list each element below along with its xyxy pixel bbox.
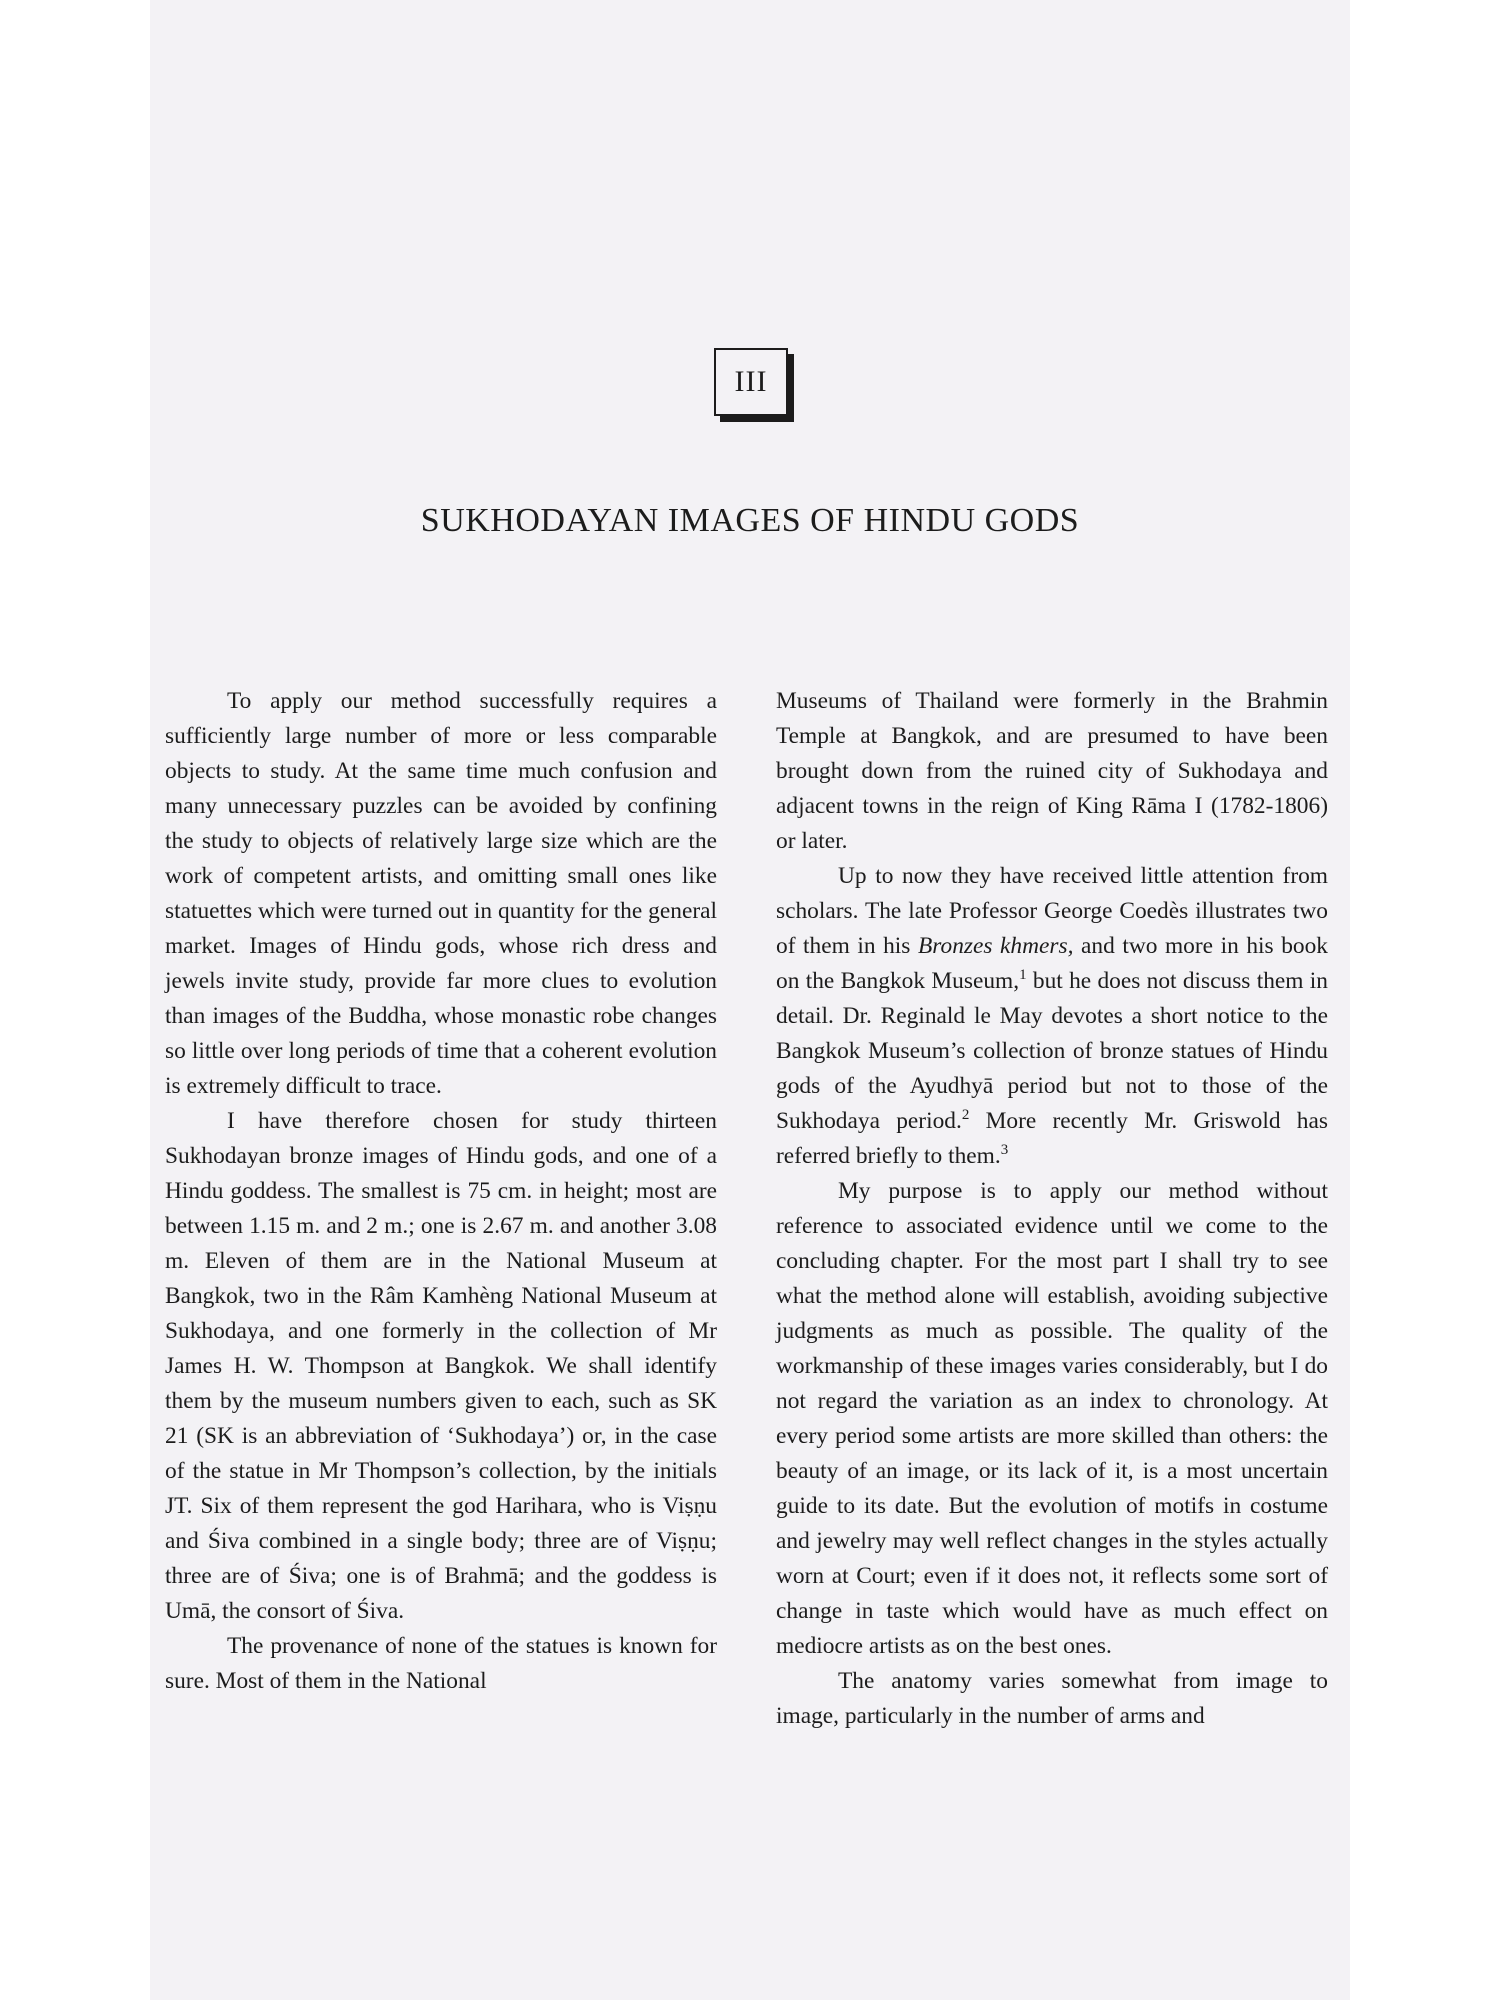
footnote-marker: 1 [1019, 967, 1027, 984]
chapter-number: III [734, 365, 768, 398]
footnote-marker: 3 [1000, 1142, 1009, 1159]
paragraph: The anatomy varies somewhat from image to image, particularly in the number of arms and [776, 1668, 1328, 1729]
book-page [150, 0, 1350, 2000]
left-column [165, 684, 717, 1699]
chapter-title: SUKHODAYAN IMAGES OF HINDU GODS [420, 502, 1080, 539]
paragraph [776, 859, 1328, 1174]
right-column [776, 684, 1328, 1734]
text: Up to now they have received little attention from scholars. The late Professor George Coedès illustrates two of them in his [776, 863, 1328, 959]
chapter-number-box [714, 348, 788, 416]
paragraph: To apply our method successfully requires a sufficiently large number of more or less comparable objects to study. At the same time much confusion and many unnecessary puzzles can be avoided by confining the study to objects of relatively large size which are the work of competent artists, and omitting small ones like statuettes which were turned out in quantity for the general market. Images of Hindu gods, whose rich dress and jewels invite study, provide far more clues to evolution than images of the Buddha, whose monastic robe changes so little over long periods of time that a coherent evolution is extremely difficult to trace. [165, 688, 717, 1099]
paragraph: I have therefore chosen for study thirteen Sukhodayan bronze images of Hindu gods, and one of a Hindu goddess. The smallest is 75 cm. in height; most are between 1.15 m. and 2 m.; one is 2.67 m. and another 3.08 m. Eleven of them are in the National Museum at Bangkok, two in the Râm Kamhèng National Museum at Sukhodaya, and one formerly in the collection of Mr James H. W. Thompson at Bangkok. We shall identify them by the museum numbers given to each, such as SK 21 (SK is an abbreviation of ‘Sukhodaya’) or, in the case of the statue in Mr Thompson’s collection, by the initials JT. Six of them represent the god Harihara, who is Viṣṇu and Śiva combined in a single body; three are of Viṣṇu; three are of Śiva; one is of Brahmā; and the goddess is Umā, the consort of Śiva. [165, 1108, 717, 1624]
footnote-marker: 2 [961, 1107, 970, 1124]
book-title: Bronzes khmers, [917, 933, 1074, 959]
paragraph-continued: Museums of Thailand were formerly in the Brahmin Temple at Bangkok, and are presumed to have been brought down from the ruined city of Sukhodaya and adjacent towns in the reign of King Rāma I (1782-1806) or later. [776, 688, 1328, 854]
text: and two more in his book on the Bangkok Museum, [776, 933, 1328, 994]
paragraph: My purpose is to apply our method without reference to associated evidence until we come to the concluding chapter. For the most part I shall try to see what the method alone will establish, avoiding subjective judgments as much as possible. The quality of the workmanship of these images varies considerably, but I do not regard the variation as an index to chronology. At every period some artists are more skilled than others: the beauty of an image, or its lack of it, is a most uncertain guide to its date. But the evolution of motifs in costume and jewelry may well reflect changes in the styles actually worn at Court; even if it does not, it reflects some sort of change in taste which would have as much effect on mediocre artists as on the best ones. [776, 1178, 1328, 1659]
text: More recently Mr. Griswold has referred briefly to them. [776, 1108, 1328, 1169]
text: but he does not discuss them in detail. Dr. Reginald le May devotes a short notice to the Bangkok Museum’s collection of bronze statues of Hindu gods of the Ayudhyā period but not to those of the Sukhodaya period. [776, 968, 1328, 1134]
paragraph: The provenance of none of the statues is known for sure. Most of them in the National [165, 1633, 717, 1694]
